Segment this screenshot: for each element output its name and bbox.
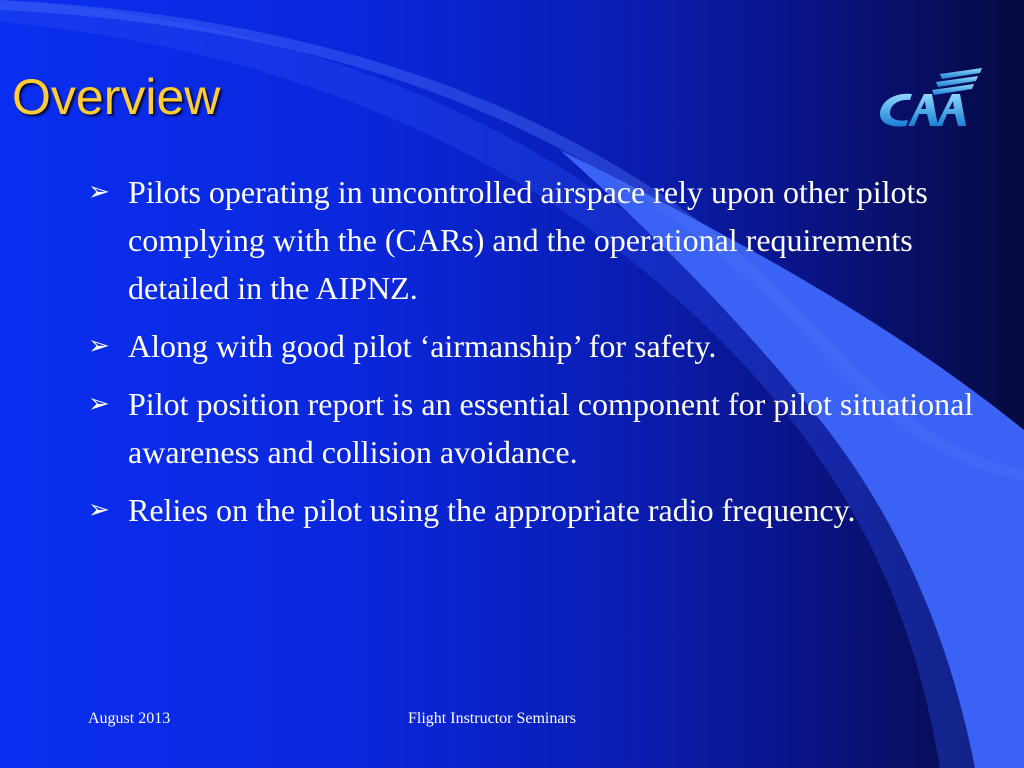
caa-logo [872, 64, 984, 132]
bullet-list [88, 168, 1006, 544]
slide-title: Overview [12, 69, 221, 125]
arrow-bullet-icon: ➢ [88, 331, 110, 361]
bullet-text: Along with good pilot ‘airmanship’ for safety. [128, 328, 717, 364]
footer-center-text: Flight Instructor Seminars [408, 710, 576, 727]
bullet-item [88, 168, 1006, 312]
arrow-bullet-icon: ➢ [88, 495, 110, 525]
bullet-item [88, 380, 1006, 476]
bullet-item [88, 486, 1006, 534]
arrow-bullet-icon: ➢ [88, 177, 110, 207]
bullet-item [88, 322, 1006, 370]
bullet-text: Relies on the pilot using the appropriate radio frequency. [128, 492, 856, 528]
arrow-bullet-icon: ➢ [88, 389, 110, 419]
footer-date: August 2013 [88, 710, 171, 727]
bullet-text: Pilot position report is an essential component for pilot situational awareness and collision avoidance. [128, 386, 974, 470]
bullet-text: Pilots operating in uncontrolled airspace rely upon other pilots complying with the (CARs) and the operational requirements detailed in the AIPNZ. [128, 174, 928, 306]
